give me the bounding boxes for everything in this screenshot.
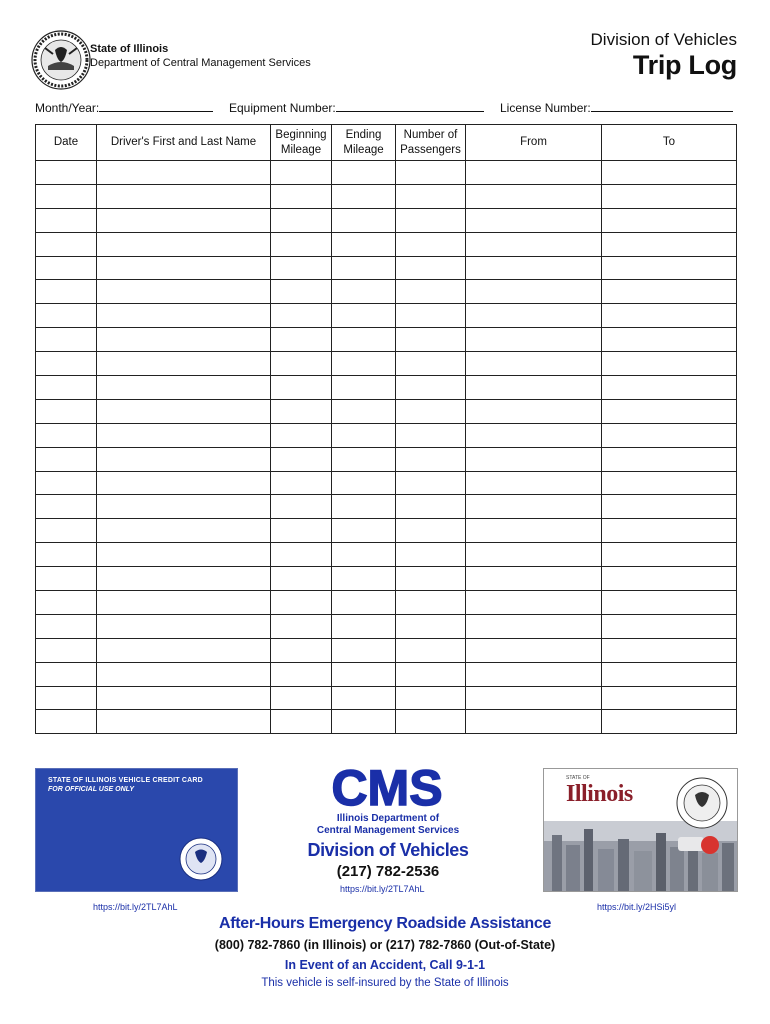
to-cell[interactable] [602,495,737,519]
from-cell[interactable] [466,352,602,376]
column-header-driver-name: Driver's First and Last Name [97,125,271,161]
to-cell[interactable] [602,328,737,352]
to-cell[interactable] [602,184,737,208]
table-row [36,591,737,615]
ending-mileage-cell[interactable] [332,591,396,615]
table-row [36,519,737,543]
passengers-cell[interactable] [396,543,466,567]
ending-mileage-cell[interactable] [332,471,396,495]
date-cell[interactable] [36,184,97,208]
from-cell[interactable] [466,447,602,471]
driver-name-cell[interactable] [97,304,271,328]
agency-block [90,42,311,70]
to-cell[interactable] [602,686,737,710]
from-cell[interactable] [466,423,602,447]
month-year-line[interactable] [99,100,213,112]
from-cell[interactable] [466,304,602,328]
driver-name-cell[interactable] [97,399,271,423]
cms-phone: (217) 782-2536 [336,863,440,880]
trip-log-table [35,124,737,734]
driver-name-cell[interactable] [97,423,271,447]
date-cell[interactable] [36,591,97,615]
state-name: State of Illinois [90,43,169,55]
date-cell[interactable] [36,423,97,447]
equipment-number-label: Equipment Number: [229,101,336,115]
to-cell[interactable] [602,614,737,638]
ending-mileage-cell[interactable] [332,280,396,304]
driver-name-cell[interactable] [97,352,271,376]
passengers-cell[interactable] [396,352,466,376]
driver-name-cell[interactable] [97,328,271,352]
beginning-mileage-cell[interactable] [271,304,332,328]
ending-mileage-cell[interactable] [332,184,396,208]
beginning-mileage-cell[interactable] [271,519,332,543]
driver-name-cell[interactable] [97,567,271,591]
driver-name-cell[interactable] [97,662,271,686]
passengers-cell[interactable] [396,447,466,471]
table-row [36,662,737,686]
beginning-mileage-cell[interactable] [271,662,332,686]
fleet-card-small-text: STATE OF [566,775,590,781]
to-cell[interactable] [602,161,737,185]
table-row [36,614,737,638]
ending-mileage-cell[interactable] [332,328,396,352]
department-name: Department of Central Management Services [90,57,311,69]
date-cell[interactable] [36,256,97,280]
passengers-cell[interactable] [396,280,466,304]
date-cell[interactable] [36,686,97,710]
passengers-cell[interactable] [396,710,466,734]
to-cell[interactable] [602,543,737,567]
date-cell[interactable] [36,567,97,591]
roadside-assistance-phones: (800) 782-7860 (in Illinois) or (217) 782-7860 (Out-of-State) [214,938,556,952]
date-cell[interactable] [36,710,97,734]
cms-logo-text: CMS [331,763,443,813]
beginning-mileage-cell[interactable] [271,686,332,710]
date-cell[interactable] [36,614,97,638]
beginning-mileage-cell[interactable] [271,638,332,662]
beginning-mileage-cell[interactable] [271,447,332,471]
passengers-cell[interactable] [396,567,466,591]
credit-card-seal-icon [179,837,223,881]
beginning-mileage-cell[interactable] [271,256,332,280]
column-header-passengers: Number of Passengers [396,125,466,161]
driver-name-cell[interactable] [97,471,271,495]
ending-mileage-cell[interactable] [332,256,396,280]
from-cell[interactable] [466,519,602,543]
license-number-field[interactable] [500,100,733,115]
table-row [36,447,737,471]
fleet-card-state-name: Illinois [566,781,633,807]
driver-name-cell[interactable] [97,710,271,734]
ending-mileage-cell[interactable] [332,710,396,734]
date-cell[interactable] [36,399,97,423]
beginning-mileage-cell[interactable] [271,614,332,638]
ending-mileage-cell[interactable] [332,352,396,376]
month-year-label: Month/Year: [35,101,100,115]
to-cell[interactable] [602,567,737,591]
passengers-cell[interactable] [396,495,466,519]
driver-name-cell[interactable] [97,184,271,208]
beginning-mileage-cell[interactable] [271,710,332,734]
to-cell[interactable] [602,519,737,543]
from-cell[interactable] [466,280,602,304]
driver-name-cell[interactable] [97,686,271,710]
passengers-cell[interactable] [396,686,466,710]
from-cell[interactable] [466,638,602,662]
beginning-mileage-cell[interactable] [271,328,332,352]
table-row [36,495,737,519]
table-row [36,161,737,185]
from-cell[interactable] [466,471,602,495]
beginning-mileage-cell[interactable] [271,184,332,208]
driver-name-cell[interactable] [97,161,271,185]
table-row [36,710,737,734]
driver-name-cell[interactable] [97,208,271,232]
passengers-cell[interactable] [396,591,466,615]
accident-instructions: In Event of an Accident, Call 9-1-1 [284,958,486,972]
to-cell[interactable] [602,256,737,280]
driver-name-cell[interactable] [97,256,271,280]
to-cell[interactable] [602,662,737,686]
passengers-cell[interactable] [396,638,466,662]
date-cell[interactable] [36,662,97,686]
passengers-cell[interactable] [396,232,466,256]
from-cell[interactable] [466,543,602,567]
driver-name-cell[interactable] [97,591,271,615]
ending-mileage-cell[interactable] [332,638,396,662]
driver-name-cell[interactable] [97,543,271,567]
date-cell[interactable] [36,543,97,567]
column-header-beginning-mileage: Beginning Mileage [271,125,332,161]
driver-name-cell[interactable] [97,447,271,471]
table-row [36,184,737,208]
state-seal-logo [31,30,91,90]
date-cell[interactable] [36,161,97,185]
table-row [36,328,737,352]
table-row [36,567,737,591]
date-cell[interactable] [36,638,97,662]
beginning-mileage-cell[interactable] [271,495,332,519]
illinois-fleet-card-image [543,768,738,892]
from-cell[interactable] [466,614,602,638]
ending-mileage-cell[interactable] [332,376,396,400]
beginning-mileage-cell[interactable] [271,399,332,423]
date-cell[interactable] [36,352,97,376]
fleet-card-seal-icon [676,777,728,829]
ending-mileage-cell[interactable] [332,567,396,591]
cms-division: Division of Vehicles [307,840,469,860]
passengers-cell[interactable] [396,423,466,447]
beginning-mileage-cell[interactable] [271,352,332,376]
beginning-mileage-cell[interactable] [271,161,332,185]
from-cell[interactable] [466,161,602,185]
ending-mileage-cell[interactable] [332,519,396,543]
credit-card-link[interactable]: https://bit.ly/2TL7AhL [93,902,178,912]
from-cell[interactable] [466,591,602,615]
table-row [36,232,737,256]
from-cell[interactable] [466,232,602,256]
license-number-line[interactable] [591,100,733,112]
column-header-from: From [466,125,602,161]
to-cell[interactable] [602,710,737,734]
to-cell[interactable] [602,304,737,328]
passengers-cell[interactable] [396,208,466,232]
table-row [36,208,737,232]
table-row [36,256,737,280]
column-header-to: To [602,125,737,161]
date-cell[interactable] [36,232,97,256]
date-cell[interactable] [36,328,97,352]
passengers-cell[interactable] [396,662,466,686]
beginning-mileage-cell[interactable] [271,591,332,615]
from-cell[interactable] [466,567,602,591]
ending-mileage-cell[interactable] [332,161,396,185]
license-number-label: License Number: [500,101,591,115]
date-cell[interactable] [36,447,97,471]
roadside-assistance-heading: After-Hours Emergency Roadside Assistance [218,915,552,932]
date-cell[interactable] [36,519,97,543]
beginning-mileage-cell[interactable] [271,567,332,591]
from-cell[interactable] [466,184,602,208]
cms-logo [307,763,467,813]
cms-department: Illinois Department of Central Management Services [316,813,460,836]
from-cell[interactable] [466,495,602,519]
table-header-row [36,125,737,161]
passengers-cell[interactable] [396,471,466,495]
from-cell[interactable] [466,662,602,686]
ending-mileage-cell[interactable] [332,686,396,710]
to-cell[interactable] [602,638,737,662]
to-cell[interactable] [602,232,737,256]
ending-mileage-cell[interactable] [332,543,396,567]
from-cell[interactable] [466,399,602,423]
beginning-mileage-cell[interactable] [271,376,332,400]
beginning-mileage-cell[interactable] [271,543,332,567]
table-row [36,638,737,662]
table-row [36,399,737,423]
driver-name-cell[interactable] [97,280,271,304]
ending-mileage-cell[interactable] [332,208,396,232]
table-row [36,304,737,328]
date-cell[interactable] [36,208,97,232]
ending-mileage-cell[interactable] [332,304,396,328]
driver-name-cell[interactable] [97,376,271,400]
table-row [36,280,737,304]
credit-card-subtitle: FOR OFFICIAL USE ONLY [48,786,135,793]
credit-card-title: STATE OF ILLINOIS VEHICLE CREDIT CARD [48,777,203,784]
beginning-mileage-cell[interactable] [271,423,332,447]
skyline-image [544,821,738,891]
driver-name-cell[interactable] [97,614,271,638]
equipment-number-line[interactable] [336,100,484,112]
driver-name-cell[interactable] [97,232,271,256]
month-year-field[interactable] [35,100,213,115]
trip-log-body [36,161,737,734]
ending-mileage-cell[interactable] [332,232,396,256]
to-cell[interactable] [602,471,737,495]
beginning-mileage-cell[interactable] [271,232,332,256]
ending-mileage-cell[interactable] [332,423,396,447]
from-cell[interactable] [466,710,602,734]
credit-card-fine-print [48,811,178,816]
driver-name-cell[interactable] [97,638,271,662]
driver-name-cell[interactable] [97,495,271,519]
passengers-cell[interactable] [396,614,466,638]
ending-mileage-cell[interactable] [332,614,396,638]
table-row [36,352,737,376]
passengers-cell[interactable] [396,256,466,280]
fleet-card-link[interactable]: https://bit.ly/2HSi5yl [597,902,677,912]
passengers-cell[interactable] [396,328,466,352]
table-row [36,376,737,400]
cms-link[interactable]: https://bit.ly/2TL7AhL [340,884,425,894]
table-row [36,543,737,567]
from-cell[interactable] [466,328,602,352]
date-cell[interactable] [36,376,97,400]
beginning-mileage-cell[interactable] [271,208,332,232]
beginning-mileage-cell[interactable] [271,471,332,495]
date-cell[interactable] [36,471,97,495]
date-cell[interactable] [36,495,97,519]
beginning-mileage-cell[interactable] [271,280,332,304]
from-cell[interactable] [466,208,602,232]
to-cell[interactable] [602,280,737,304]
to-cell[interactable] [602,208,737,232]
column-header-date: Date [36,125,97,161]
ending-mileage-cell[interactable] [332,399,396,423]
passengers-cell[interactable] [396,519,466,543]
ending-mileage-cell[interactable] [332,447,396,471]
passengers-cell[interactable] [396,304,466,328]
table-row [36,423,737,447]
table-row [36,686,737,710]
to-cell[interactable] [602,352,737,376]
ending-mileage-cell[interactable] [332,495,396,519]
ending-mileage-cell[interactable] [332,662,396,686]
division-heading: Division of Vehicles [590,30,737,49]
equipment-number-field[interactable] [229,100,484,115]
from-cell[interactable] [466,256,602,280]
column-header-ending-mileage: Ending Mileage [332,125,396,161]
passengers-cell[interactable] [396,184,466,208]
driver-name-cell[interactable] [97,519,271,543]
from-cell[interactable] [466,686,602,710]
passengers-cell[interactable] [396,376,466,400]
from-cell[interactable] [466,376,602,400]
to-cell[interactable] [602,399,737,423]
to-cell[interactable] [602,423,737,447]
to-cell[interactable] [602,591,737,615]
date-cell[interactable] [36,304,97,328]
page-title: Trip Log [632,50,737,80]
to-cell[interactable] [602,447,737,471]
self-insured-notice: This vehicle is self-insured by the State of Illinois [261,977,509,989]
to-cell[interactable] [602,376,737,400]
date-cell[interactable] [36,280,97,304]
passengers-cell[interactable] [396,399,466,423]
vehicle-credit-card-image [35,768,238,892]
passengers-cell[interactable] [396,161,466,185]
table-row [36,471,737,495]
